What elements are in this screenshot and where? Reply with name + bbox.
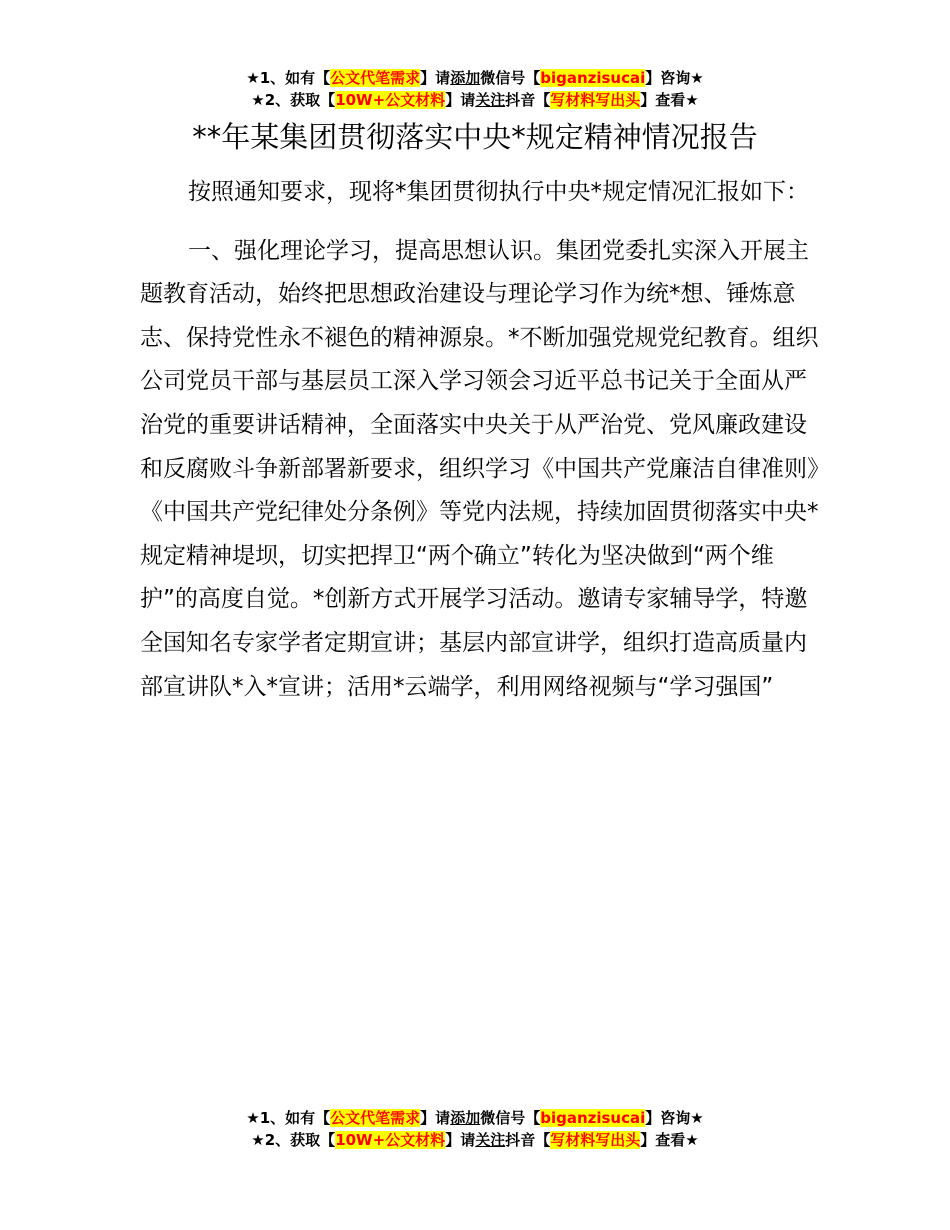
banner-underline: 关注 (475, 1131, 506, 1149)
banner-text: ★2、获取【 (251, 91, 336, 109)
banner-text: 微信号【 (480, 69, 541, 87)
banner-highlight: biganzisucai (540, 69, 646, 87)
banner-text: 】咨询★ (645, 69, 704, 87)
banner-line-2 (0, 89, 950, 111)
banner-underline: 关注 (475, 91, 506, 109)
document-title: **年某集团贯彻落实中央*规定精神情况报告 (192, 120, 758, 154)
banner-text: 】请 (445, 1131, 476, 1149)
banner-text: 】请 (445, 91, 476, 109)
banner-text: 】请 (420, 1109, 451, 1127)
banner-line-2 (0, 1129, 950, 1151)
banner-highlight: 写材料写出头 (550, 91, 641, 109)
banner-line-1 (0, 67, 950, 89)
paragraph-section-1: 一、强化理论学习，提高思想认识。集团党委扎实深入开展主题教育活动，始终把思想政治建设与理论学习作为统*想、锤炼意志、保持党性永不褪色的精神源泉。*不断加强党规党纪教育。组织公司党员干部与基层员工深入学习领会习近平总书记关于全面从严治党的重要讲话精神，全面落实中央关于从严治党、党风廉政建设和反腐败斗争新部署新要求，组织学习《中国共产党廉洁自律准则》《中国共产党纪律处分条例》等党内法规，持续加固贯彻落实中央*规定精神堤坝，切实把捍卫“两个确立”转化为坚决做到“两个维护”的高度自觉。*创新方式开展学习活动。邀请专家辅导学，特邀全国知名专家学者定期宣讲；基层内部宣讲学，组织打造高质量内部宣讲队*入*宣讲；活用*云端学，利用网络视频与“学习强国” (140, 237, 819, 700)
banner-text: 】请 (420, 69, 451, 87)
banner-highlight: biganzisucai (540, 1109, 646, 1127)
banner-text: 】查看★ (640, 1131, 699, 1149)
banner-text: ★1、如有【 (246, 69, 331, 87)
banner-text: 】咨询★ (645, 1109, 704, 1127)
banner-underline: 添加 (450, 1109, 481, 1127)
banner-text: 抖音【 (505, 91, 551, 109)
banner-text: ★2、获取【 (251, 1131, 336, 1149)
banner-highlight: 公文代笔需求 (330, 69, 421, 87)
banner-text: ★1、如有【 (246, 1109, 331, 1127)
bottom-banner (0, 1107, 950, 1151)
banner-highlight: 公文代笔需求 (330, 1109, 421, 1127)
banner-text: 抖音【 (505, 1131, 551, 1149)
banner-highlight: 10W+公文材料 (335, 91, 446, 109)
banner-highlight: 写材料写出头 (550, 1131, 641, 1149)
document-body (140, 171, 820, 724)
banner-line-1 (0, 1107, 950, 1129)
banner-text: 微信号【 (480, 1109, 541, 1127)
banner-highlight: 10W+公文材料 (335, 1131, 446, 1149)
paragraph-intro: 按照通知要求，现将*集团贯彻执行中央*规定情况汇报如下： (188, 179, 809, 205)
top-banner (0, 67, 950, 111)
banner-underline: 添加 (450, 69, 481, 87)
banner-text: 】查看★ (640, 91, 699, 109)
